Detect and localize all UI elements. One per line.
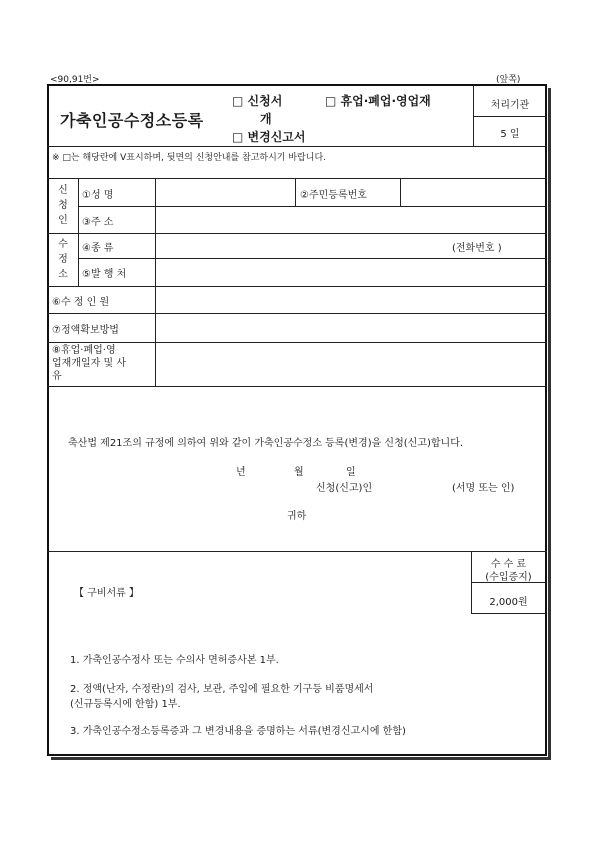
resident-number-label: ②주민등록번호 bbox=[300, 190, 367, 201]
fee-label: 수 수 료 bbox=[490, 559, 527, 570]
fee-amount: 2,000원 bbox=[489, 597, 528, 608]
name-label: ①성 명 bbox=[82, 190, 114, 201]
document-item-1: 1. 가축인공수정사 또는 수의사 면허증사본 1부. bbox=[70, 655, 279, 666]
form-shadow-right bbox=[548, 88, 551, 758]
processing-agency-label: 처리기관 bbox=[490, 100, 530, 111]
signer-label: 신청(신고)인 bbox=[316, 483, 373, 494]
col-line-resident-label bbox=[295, 178, 296, 206]
col-line-group bbox=[78, 178, 79, 286]
form-border-right bbox=[545, 84, 547, 755]
group-char: 신 bbox=[58, 185, 68, 196]
group-char: 인 bbox=[58, 215, 68, 226]
inseminators-field[interactable] bbox=[156, 287, 545, 312]
form-border-bottom bbox=[47, 754, 547, 756]
type-field[interactable] bbox=[156, 234, 446, 257]
side-label: (앞쪽) bbox=[496, 75, 521, 85]
suspend-date-label bbox=[52, 344, 126, 383]
document-item-2: 2. 정액(난자, 수정란)의 검사, 보관, 주입에 필요한 기구등 비품명세서 bbox=[70, 684, 374, 695]
inseminators-label: ⑥수 정 인 원 bbox=[52, 297, 110, 308]
address-label: ③주 소 bbox=[82, 217, 114, 228]
note-text: ※ □는 해당란에 V표시하며, 뒷면의 신청안내를 참고하시기 바랍니다. bbox=[52, 153, 326, 163]
row-line-suspend bbox=[47, 386, 547, 387]
form-code: <90,91번> bbox=[50, 75, 100, 85]
fee-stamp-label: (수입증지) bbox=[485, 572, 532, 583]
document-item-2-cont: (신규등록시에 한함) 1부. bbox=[70, 699, 181, 710]
documents-top-line bbox=[47, 551, 547, 552]
semen-method-field[interactable] bbox=[156, 314, 545, 341]
option-suspend[interactable]: □ 휴업·폐업·영업재 bbox=[325, 94, 431, 108]
processing-days: 5 일 bbox=[500, 129, 520, 140]
form-shadow-bottom bbox=[51, 757, 551, 760]
resident-number-field[interactable] bbox=[401, 179, 545, 205]
semen-method-label: ⑦정액확보방법 bbox=[52, 325, 119, 336]
fee-box-bottom bbox=[471, 613, 546, 614]
suspend-date-field[interactable] bbox=[156, 343, 545, 385]
date-day: 일 bbox=[346, 467, 356, 478]
document-item-3: 3. 가축인공수정소등록증과 그 변경내용을 증명하는 서류(변경신고시에 한함) bbox=[70, 726, 406, 737]
option-application[interactable]: □ 신청서 bbox=[232, 94, 283, 108]
group-char: 청 bbox=[58, 200, 68, 211]
form-title: 가축인공수정소등록 bbox=[60, 111, 204, 130]
form-border-top bbox=[47, 84, 547, 86]
type-label: ④종 류 bbox=[82, 243, 114, 254]
station-group-label bbox=[48, 237, 78, 282]
applicant-group-label bbox=[48, 183, 78, 228]
date-year: 년 bbox=[236, 467, 246, 478]
option-change[interactable]: □ 변경신고서 bbox=[232, 130, 306, 144]
issuer-field[interactable] bbox=[156, 259, 545, 285]
suspend-label-line: 유 bbox=[52, 371, 62, 382]
name-field[interactable] bbox=[156, 179, 294, 205]
date-month: 월 bbox=[294, 467, 304, 478]
option-suspend-cont: 개 bbox=[260, 112, 272, 126]
processing-box-divider bbox=[473, 116, 546, 117]
required-documents-header: 【 구비서류 】 bbox=[74, 588, 139, 599]
signature-note: (서명 또는 인) bbox=[452, 483, 515, 494]
declaration-text: 축산법 제21조의 규정에 의하여 위와 같이 가축인공수정소 등록(변경)을 신청(신고)합니다. bbox=[68, 438, 464, 449]
group-char: 소 bbox=[58, 269, 68, 280]
group-char: 수 bbox=[58, 239, 68, 250]
address-field[interactable] bbox=[156, 207, 545, 232]
issuer-label: ⑤발 행 처 bbox=[82, 269, 127, 280]
suspend-label-line: ⑧휴업·폐업·영 bbox=[52, 345, 116, 356]
phone-label: (전화번호 ) bbox=[452, 243, 502, 254]
header-bottom-line bbox=[47, 146, 547, 147]
suspend-label-line: 업재개일자 및 사 bbox=[52, 358, 126, 369]
recipient-label: 귀하 bbox=[287, 511, 307, 522]
group-char: 정 bbox=[58, 254, 68, 265]
